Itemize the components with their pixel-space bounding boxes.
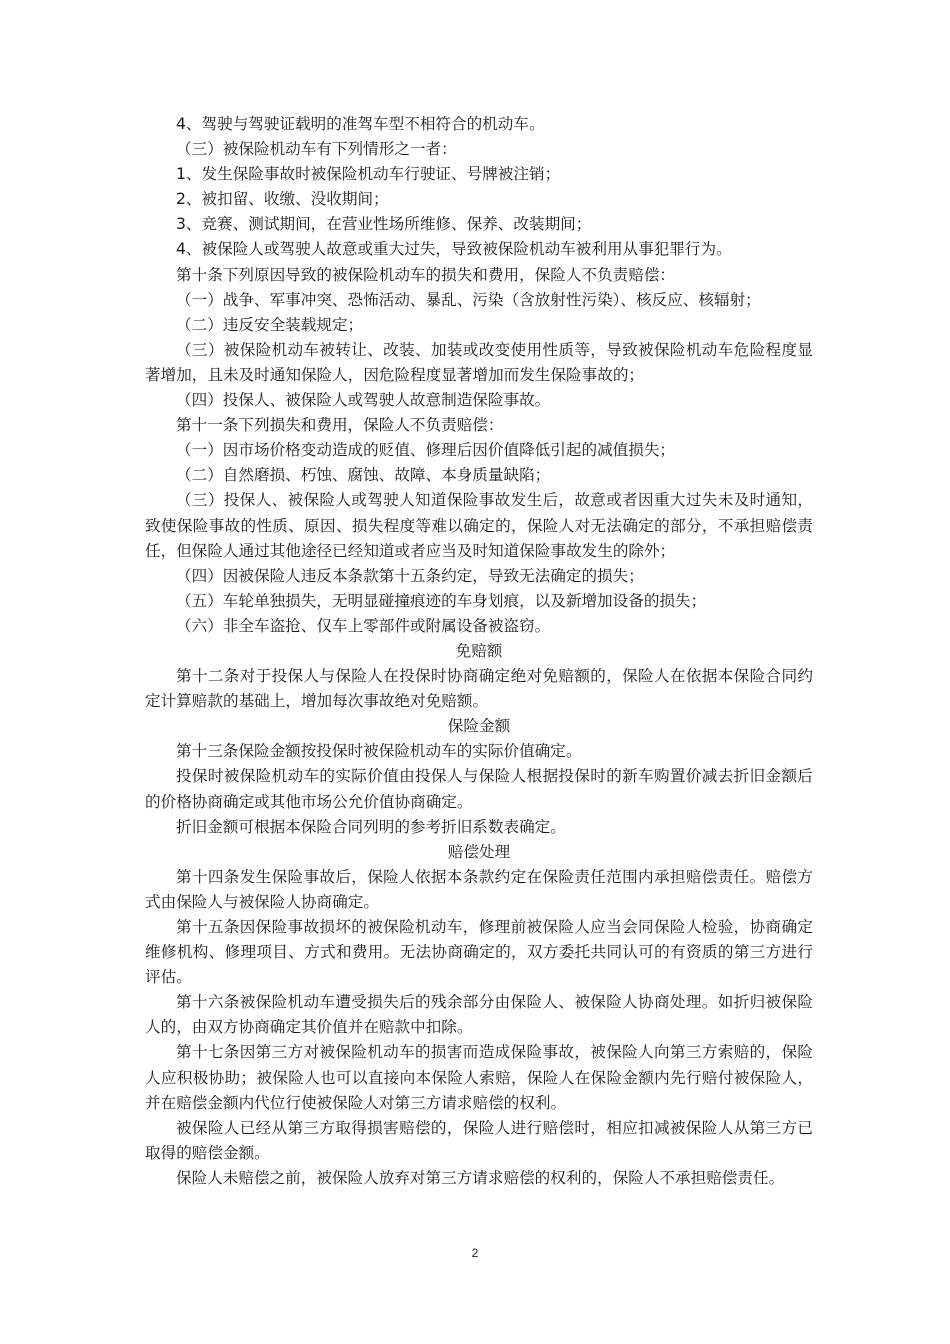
paragraph: （六）非全车盗抢、仅车上零部件或附属设备被盗窃。 [176, 616, 551, 635]
paragraph: （三）被保险机动车被转让、改装、加装或改变使用性质等，导致被保险机动车危险程度显著增加，且未及时通知保险人，因危险程度显著增加而发生保险事故的； [145, 340, 813, 384]
section-heading: 赔偿处理 [447, 842, 511, 861]
paragraph: 第十六条被保险机动车遭受损失后的残余部分由保险人、被保险人协商处理。如折归被保险人的，由双方协商确定其价值并在赔款中扣除。 [145, 993, 813, 1037]
paragraph: （四）因被保险人违反本条款第十五条约定，导致无法确定的损失； [176, 566, 644, 585]
page-number: 2 [471, 1246, 479, 1260]
paragraph: （一）因市场价格变动造成的贬值、修理后因价值降低引起的减值损失； [176, 441, 676, 460]
paragraph: （三）投保人、被保险人或驾驶人知道保险事故发生后，故意或者因重大过失未及时通知，致使保险事故的性质、原因、损失程度等难以确定的，保险人对无法确定的部分，不承担赔偿责任，但保险人通过其他途径已经知道或者应当及时知道保险事故发生的除外； [145, 491, 813, 560]
paragraph: （四）投保人、被保险人或驾驶人故意制造保险事故。 [176, 391, 551, 410]
paragraph: （三）被保险机动车有下列情形之一者： [176, 140, 457, 159]
paragraph: 第十三条保险金额按投保时被保险机动车的实际价值确定。 [176, 742, 582, 761]
paragraph: （五）车轮单独损失，无明显碰撞痕迹的车身划痕，以及新增加设备的损失； [176, 591, 707, 610]
paragraph: 第十七条因第三方对被保险机动车的损害而造成保险事故，被保险人向第三方索赔的，保险人应积极协助；被保险人也可以直接向本保险人索赔，保险人在保险金额内先行赔付被保险人，并在赔偿金额内代位行使被保险人对第三方请求赔偿的权利。 [145, 1043, 813, 1112]
paragraph: 投保时被保险机动车的实际价值由投保人与保险人根据投保时的新车购置价减去折旧金额后的价格协商确定或其他市场公允价值协商确定。 [145, 767, 813, 811]
section-heading: 免赔额 [455, 641, 503, 660]
paragraph: 第十二条对于投保人与保险人在投保时协商确定绝对免赔额的，保险人在依据本保险合同约定计算赔款的基础上，增加每次事故绝对免赔额。 [145, 667, 813, 711]
section-heading: 保险金额 [447, 717, 511, 736]
paragraph: 3、竞赛、测试期间，在营业性场所维修、保养、改装期间； [176, 215, 592, 234]
paragraph: 被保险人已经从第三方取得损害赔偿的，保险人进行赔偿时，相应扣减被保险人从第三方已取得的赔偿金额。 [145, 1118, 813, 1162]
paragraph: 4、驾驶与驾驶证载明的准驾车型不相符合的机动车。 [176, 115, 545, 133]
paragraph: （二）违反安全装载规定； [176, 315, 364, 334]
paragraph: 第十条下列原因导致的被保险机动车的损失和费用，保险人不负责赔偿： [176, 265, 676, 284]
paragraph: 保险人未赔偿之前，被保险人放弃对第三方请求赔偿的权利的，保险人不承担赔偿责任。 [176, 1168, 785, 1187]
paragraph: 4、被保险人或驾驶人故意或重大过失，导致被保险机动车被利用从事犯罪行为。 [176, 240, 732, 259]
paragraph: （一）战争、军事冲突、恐怖活动、暴乱、污染（含放射性污染）、核反应、核辐射； [176, 290, 761, 309]
paragraph: 第十四条发生保险事故后，保险人依据本条款约定在保险责任范围内承担赔偿责任。赔偿方式由保险人与被保险人协商确定。 [145, 867, 813, 911]
document-body [145, 112, 813, 1191]
paragraph: 折旧金额可根据本保险合同列明的参考折旧系数表确定。 [176, 817, 566, 836]
paragraph: 2、被扣留、收缴、没收期间； [176, 190, 389, 209]
paragraph: 第十五条因保险事故损坏的被保险机动车，修理前被保险人应当会同保险人检验，协商确定维修机构、修理项目、方式和费用。无法协商确定的，双方委托共同认可的有资质的第三方进行评估。 [145, 918, 813, 987]
paragraph: （二）自然磨损、朽蚀、腐蚀、故障、本身质量缺陷； [176, 466, 551, 485]
paragraph: 第十一条下列损失和费用，保险人不负责赔偿： [176, 416, 504, 435]
paragraph: 1、发生保险事故时被保险机动车行驶证、号牌被注销； [176, 165, 561, 184]
